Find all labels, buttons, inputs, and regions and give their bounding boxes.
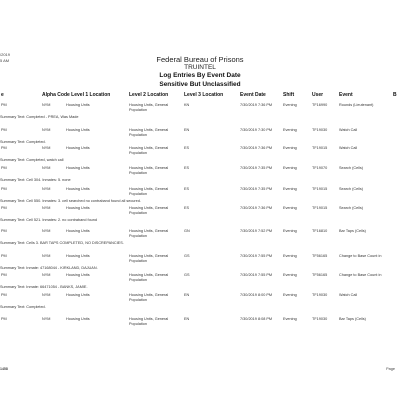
- entry-event-date: 7/30/2019 8:08 PM: [240, 317, 273, 321]
- entry-level2-location-line1: Housing Units, General: [129, 128, 169, 132]
- entry-time: PM: [1, 273, 7, 277]
- entry-level2-location: [129, 293, 168, 303]
- entry-level2-location-line1: Housing Units, General: [129, 293, 169, 297]
- entry-level2-location: [129, 103, 168, 113]
- entry-event: Change to Base Count in: [339, 273, 382, 277]
- entry-time: PM: [1, 128, 7, 132]
- entry-level3-location: ES: [184, 206, 190, 210]
- entry-level3-location: GN: [184, 229, 190, 233]
- entry-level1-location: Housing Units: [66, 229, 90, 233]
- entry-time: PM: [1, 317, 7, 321]
- entry-summary: Summary Text: Completed.: [0, 305, 46, 309]
- header-loc2: Level 2 Location: [129, 92, 169, 98]
- entry-time: PM: [1, 293, 7, 297]
- entry-event-date: 7/30/2019 7:52 PM: [240, 229, 273, 233]
- entry-level1-location: Housing Units: [66, 317, 90, 321]
- entry-level1-location: Housing Units: [66, 146, 90, 150]
- header-alpha-loc1: Alpha Code Level 1 Location: [42, 92, 111, 98]
- entry-level2-location-line2: Population: [129, 322, 147, 326]
- agency-title: Federal Bureau of Prisons: [156, 55, 244, 64]
- entry-level2-location-line1: Housing Units, General: [129, 166, 169, 170]
- header-event: Event: [339, 92, 353, 98]
- entry-alpha-code: NYM: [42, 254, 51, 258]
- entry-user: TF56165: [312, 273, 328, 277]
- entry-time: PM: [1, 254, 7, 258]
- entry-summary: Summary Text: Cell 521. Inmates: 2. no contraband found: [0, 218, 98, 222]
- entry-level2-location-line1: Housing Units, General: [129, 103, 169, 107]
- entry-summary: Summary Text: Inmate: 66471054 - BANKS, JAMIE.: [0, 285, 88, 289]
- entry-level2-location-line2: Population: [129, 211, 147, 215]
- entry-time: PM: [1, 229, 7, 233]
- entry-shift: Evening: [283, 273, 297, 277]
- entry-level2-location-line1: Housing Units, General: [129, 254, 169, 258]
- entry-event-date: 7/30/2019 7:36 PM: [240, 206, 273, 210]
- entry-alpha-code: NYM: [42, 166, 51, 170]
- entry-user: TF19030: [312, 317, 328, 321]
- entry-level2-location-line1: Housing Units, General: [129, 273, 169, 277]
- entry-event: Bar Taps (Cells): [339, 317, 366, 321]
- entry-alpha-code: NYM: [42, 206, 51, 210]
- entry-level2-location: [129, 166, 168, 176]
- entry-level1-location: Housing Units: [66, 166, 90, 170]
- entry-level1-location: Housing Units: [66, 273, 90, 277]
- entry-alpha-code: NYM: [42, 128, 51, 132]
- header-loc3: Level 3 Location: [184, 92, 224, 98]
- entry-alpha-code: NYM: [42, 273, 51, 277]
- entry-event-date: 7/30/2019 7:55 PM: [240, 273, 273, 277]
- entry-shift: Evening: [283, 317, 297, 321]
- entry-event: Change to Base Count in: [339, 254, 382, 258]
- entry-event: Watch Call: [339, 128, 358, 132]
- entry-time: PM: [1, 206, 7, 210]
- entry-event-date: 7/30/2019 7:36 PM: [240, 103, 273, 107]
- entry-level2-location-line2: Population: [129, 298, 147, 302]
- entry-summary: Summary Text: Cell 550. Inmates: 3. cell searched no contraband found all secured.: [0, 199, 141, 203]
- entry-event: Rounds (Lieutenant): [339, 103, 374, 107]
- entry-shift: Evening: [283, 254, 297, 258]
- entry-event: Search (Cells): [339, 206, 364, 210]
- entry-level2-location: [129, 254, 168, 264]
- entry-level2-location-line1: Housing Units, General: [129, 146, 169, 150]
- entry-level2-location-line2: Population: [129, 151, 147, 155]
- entry-level1-location: Housing Units: [66, 293, 90, 297]
- entry-level1-location: Housing Units: [66, 128, 90, 132]
- entry-level2-location-line2: Population: [129, 259, 147, 263]
- entry-level3-location: GS: [184, 254, 190, 258]
- report-title: Log Entries By Event Date: [159, 72, 241, 79]
- entry-event: Search (Cells): [339, 166, 364, 170]
- entry-level3-location: EN: [184, 293, 190, 297]
- classification-label: Sensitive But Unclassified: [159, 81, 241, 88]
- entry-alpha-code: NYM: [42, 187, 51, 191]
- header-time: e: [1, 92, 4, 98]
- entry-event: Watch Call: [339, 293, 358, 297]
- entry-time: PM: [1, 187, 7, 191]
- entry-event-date: 7/30/2019 7:55 PM: [240, 254, 273, 258]
- entry-level3-location: ES: [184, 187, 190, 191]
- report-date: /2019: [0, 52, 11, 57]
- entry-level3-location: EN: [184, 317, 190, 321]
- entry-level3-location: ES: [184, 146, 190, 150]
- entry-user: TF19030: [312, 128, 328, 132]
- entry-summary: Summary Text: Inmate: 47168044 - KIRKLAND, DAJUAN.: [0, 266, 98, 270]
- entry-user: TF19015: [312, 187, 328, 191]
- entry-level2-location-line1: Housing Units, General: [129, 206, 169, 210]
- entry-user: TF19015: [312, 206, 328, 210]
- entry-event-date: 7/30/2019 7:36 PM: [240, 146, 273, 150]
- entry-summary: Summary Text: Cells 3. BAR TAPS COMPLETED, NO DISCREPANCIES.: [0, 241, 124, 245]
- entry-user: TF56165: [312, 254, 328, 258]
- entry-event-date: 7/30/2019 7:35 PM: [240, 166, 273, 170]
- header-event-date: Event Date: [240, 92, 266, 98]
- entry-level2-location: [129, 317, 168, 327]
- entry-event: Bar Taps (Cells): [339, 229, 366, 233]
- entry-user: TF19070: [312, 166, 328, 170]
- entry-level2-location: [129, 229, 168, 239]
- entry-level2-location-line1: Housing Units, General: [129, 317, 169, 321]
- entry-time: PM: [1, 103, 7, 107]
- entry-level2-location-line2: Population: [129, 171, 147, 175]
- entry-event: Watch Call: [339, 146, 358, 150]
- entry-time: PM: [1, 166, 7, 170]
- header-shift: Shift: [283, 92, 295, 98]
- entry-level3-location: KN: [184, 103, 190, 107]
- entry-level2-location: [129, 128, 168, 138]
- entry-shift: Evening: [283, 103, 297, 107]
- page-label: Page: [386, 367, 395, 371]
- entry-level2-location: [129, 206, 168, 216]
- entry-level2-location-line1: Housing Units, General: [129, 229, 169, 233]
- entry-user: TF19030: [312, 293, 328, 297]
- entry-summary: Summary Text: Completed.: [0, 140, 46, 144]
- entry-level3-location: GS: [184, 273, 190, 277]
- entry-event-date: 7/30/2019 8:00 PM: [240, 293, 273, 297]
- entry-shift: Evening: [283, 146, 297, 150]
- header-user: User: [312, 92, 324, 98]
- entry-shift: Evening: [283, 187, 297, 191]
- entry-event-date: 7/30/2019 7:35 PM: [240, 187, 273, 191]
- entry-event: Search (Cells): [339, 187, 364, 191]
- entry-level2-location-line2: Population: [129, 108, 147, 112]
- entry-level1-location: Housing Units: [66, 103, 90, 107]
- entry-user: TF19015: [312, 146, 328, 150]
- entry-level1-location: Housing Units: [66, 254, 90, 258]
- entry-alpha-code: NYM: [42, 293, 51, 297]
- entry-level2-location-line2: Population: [129, 278, 147, 282]
- report-time: 5 AM: [0, 58, 10, 63]
- entry-level2-location-line2: Population: [129, 192, 147, 196]
- entry-shift: Evening: [283, 229, 297, 233]
- entry-level1-location: Housing Units: [66, 206, 90, 210]
- entry-alpha-code: NYM: [42, 103, 51, 107]
- entry-time: PM: [1, 146, 7, 150]
- entry-alpha-code: NYM: [42, 317, 51, 321]
- entry-user: TF16810: [312, 229, 328, 233]
- entry-shift: Evening: [283, 128, 297, 132]
- entry-level2-location: [129, 146, 168, 156]
- entry-shift: Evening: [283, 206, 297, 210]
- entry-summary: Summary Text: Completed, watch call: [0, 158, 64, 162]
- entry-level2-location: [129, 273, 168, 283]
- entry-shift: Evening: [283, 166, 297, 170]
- entry-alpha-code: NYM: [42, 229, 51, 233]
- entry-level2-location-line2: Population: [129, 133, 147, 137]
- entry-level3-location: EN: [184, 128, 190, 132]
- header-b: B: [393, 92, 397, 98]
- entry-level2-location-line1: Housing Units, General: [129, 187, 169, 191]
- entry-alpha-code: NYM: [42, 146, 51, 150]
- table-header: [0, 92, 400, 102]
- entry-level3-location: ES: [184, 166, 190, 170]
- entry-user: TF16990: [312, 103, 328, 107]
- entry-summary: Summary Text: Completed - PREA, Was Made: [0, 115, 79, 119]
- system-name: TRUINTEL: [184, 64, 216, 71]
- entry-level2-location-line2: Population: [129, 234, 147, 238]
- footer-code: 1458: [0, 367, 8, 371]
- entry-level2-location: [129, 187, 168, 197]
- entry-level1-location: Housing Units: [66, 187, 90, 191]
- entry-shift: Evening: [283, 293, 297, 297]
- entry-event-date: 7/30/2019 7:30 PM: [240, 128, 273, 132]
- entry-summary: Summary Text: Cell 304. Inmates: 5. none: [0, 178, 71, 182]
